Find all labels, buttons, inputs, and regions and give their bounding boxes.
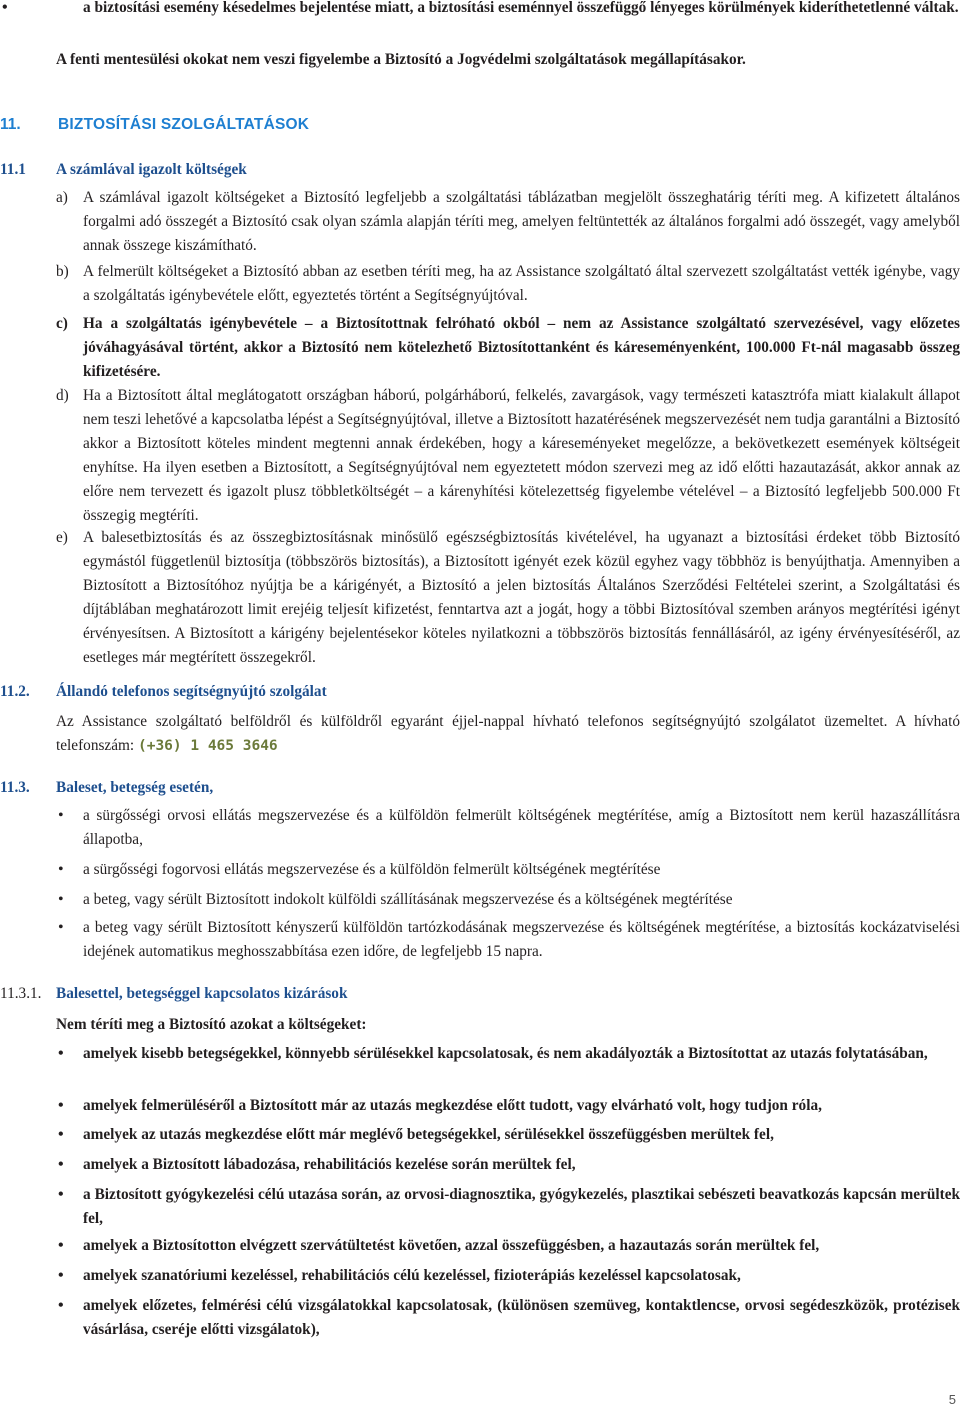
bullet-dot: • xyxy=(58,807,64,824)
intro-text: Nem téríti meg a Biztosító azokat a költségeket: xyxy=(56,1016,367,1033)
bullet-dot: • xyxy=(58,1237,64,1254)
subsection-number: 11.3. xyxy=(0,779,30,796)
bullet-dot: • xyxy=(58,1097,64,1114)
item-text: A balesetbiztosítás és az összegbiztosításnak minősülő egészségbiztosítás kivételével, ha ugyanazt a biztosítási érdeket több Biztosító egymástól függetlenül biztosítja (többszörös biztosítás), a Biztosított igényét ezek közül egyhez vagy többhöz is benyújthatja. Amennyiben a Biztosított a Biztosítóhoz nyújtja be a kárigényét, a Biztosító a jelen biztosítás Általános Szerződési Feltételei szerint, a Szolgáltatási és díjtáblában meghatározott limit erejéig teljesít kifizetést, fenntartva azt a jogát, hogy a többi Biztosítóval szemben arányos megtérítési igényt érvényesítsen. A Biztosított a kárigény bejelentésekor köteles nyilatkozni a többszörös biztosítás fennállásáról, az igény érvényesítéséről, az esetleges már megtérített összegekről. xyxy=(83,529,960,666)
subsection-title: Állandó telefonos segítségnyújtó szolgálat xyxy=(56,683,327,700)
subsection-title: A számlával igazolt költségek xyxy=(56,161,247,178)
item-text: Ha a szolgáltatás igénybevétele – a Biztosítottnak felróható okból – nem az Assistance szolgáltató szervezésével, vagy előzetes jóváhagyásával történt, akkor a Biztosító nem kötelezhető Biztosítottanként és káreseményenként, 100.000 Ft-nál magasabb összeg kifizetésére. xyxy=(83,315,960,380)
paragraph: Az Assistance szolgáltató belföldről és külföldről egyaránt éjjel-nappal hívható telefonos segítségnyújtó szolgálatot üzemeltet. A hívható telefonszám: (+36) 1 465 3646 xyxy=(56,713,960,754)
item-marker: e) xyxy=(56,529,68,546)
phone-number: (+36) 1 465 3646 xyxy=(137,738,278,754)
item-text: Ha a Biztosított által meglátogatott országban háború, polgárháború, felkelés, zavargások, vagy természeti katasztrófa miatt kialakult állapot nem teszi lehetővé a kapcsolatba lépést a Segítségnyújtóval, illetve a Biztosított hazatérésének megszervezését nem tudja garantálni a Biztosító akkor a Biztosított köteles mindent megtenni annak érdekében, hogy a káreseményeket megelőzze, a bekövetkezett események költségeit enyhítse. Ha ilyen esetben a Biztosított, a Segítségnyújtóval nem egyeztetett módon szervezi meg az idő előtti hazautazását, akkor annak az előre nem tervezett és igazolt plusz többletköltségét – a kárenyhítési kötelezettség figyelembe vételével – a Biztosító legfeljebb 500.000 Ft összegig megtéríti. xyxy=(83,387,960,524)
bullet-dot: • xyxy=(58,861,64,878)
item-marker: c) xyxy=(56,315,68,332)
bullet-dot: • xyxy=(58,891,64,908)
item-text: A felmerült költségeket a Biztosító abban az esetben téríti meg, ha az Assistance szolgáltató által szervezett szolgáltatást vették igénybe, vagy a szolgáltatás igénybevétele előtt, egyeztetés történt a Segítségnyújtóval. xyxy=(83,263,960,304)
subsection-number: 11.2. xyxy=(0,683,30,700)
item-marker: a) xyxy=(56,189,68,206)
top-bullet-text: a biztosítási esemény késedelmes bejelentése miatt, a biztosítási eseménnyel összefüggő lényeges körülmények kideríthetetlenné váltak. xyxy=(83,0,959,16)
item-marker: d) xyxy=(56,387,69,404)
top-note: A fenti mentesülési okokat nem veszi figyelembe a Biztosító a Jogvédelmi szolgáltatások megállapításakor. xyxy=(56,51,746,68)
bullet-dot: • xyxy=(58,1126,64,1143)
item-marker: b) xyxy=(56,263,69,280)
subsection-title: Baleset, betegség esetén, xyxy=(56,779,214,796)
subsection-number: 11.3.1. xyxy=(0,985,42,1002)
bullet-dot: • xyxy=(58,1045,64,1062)
bullet-dot: • xyxy=(58,1267,64,1284)
subsection-number: 11.1 xyxy=(0,161,26,178)
bullet-dot: • xyxy=(58,1186,64,1203)
bullet-dot: • xyxy=(2,0,8,16)
bullet-dot: • xyxy=(58,1156,64,1173)
bullet-dot: • xyxy=(58,1297,64,1314)
page-number: 5 xyxy=(948,1392,956,1407)
document-page: • a biztosítási esemény késedelmes bejelentése miatt, a biztosítási eseménnyel összefüggő lényeges körülmények kideríthetetlenné váltak. A fenti mentesülési okokat nem veszi figyelembe a Biztosító a Jogvédelmi szolgáltatások megállapításakor. 11. BIZTOSÍTÁSI SZOLGÁLTATÁSOK 11.1 A számlával igazolt költségek a) A számlával igazolt költségeket a Biztosító legfeljebb a szolgáltatási táblázatban megjelölt összeghatárig téríti meg. A kifizetett általános forgalmi adó összegét a Biztosító csak olyan számla alapján téríti meg, amelyen feltüntették az általános forgalmi adó összegét, vagy amelyből annak összege kiszámítható. b) A felmerült költségeket a Biztosító abban az esetben téríti meg, ha az Assistance szolgáltató által szervezett szolgáltatást vették igénybe, vagy a szolgáltatás igénybevétele előtt, egyeztetés történt a Segítségnyújtóval. c) Ha a szolgáltatás igénybevétele – a Biztosítottnak felróható okból – nem az Assistance szolgáltató szervezésével, vagy előzetes jóváhagyásával történt, akkor a Biztosító nem kötelezhető Biztosítottanként és káreseményenként, 100.000 Ft-nál magasabb összeg kifizetésére. d) Ha a Biztosított által meglátogatott országban háború, polgárháború, felkelés, zavargások, vagy természeti katasztrófa miatt kialakult állapot nem teszi lehetővé a kapcsolatba lépést a Segítségnyújtóval, illetve a Biztosított hazatérésének megszervezését nem tudja garantálni a Biztosító akkor a Biztosított köteles mindent megtenni annak érdekében, hogy a káreseményeket megelőzze, a bekövetkezett események költségeit enyhítse. Ha ilyen esetben a Biztosított, a Segítségnyújtóval nem egyeztetett módon szervezi meg az idő előtti hazautazását, akkor annak az előre nem tervezett és igazolt plusz többletköltségét – a kárenyhítési kötelezettség figyelembe vételével – a Biztosító legfeljebb 500.000 Ft összegig megtéríti. e) A balesetbiztosítás és az összegbiztosításnak minősülő egészségbiztosítás kivételével, ha ugyanazt a biztosítási érdeket több Biztosító egymástól függetlenül biztosítja (többszörös biztosítás), a Biztosított igényét ezek közül egyhez vagy többhöz is benyújthatja. Amennyiben a Biztosított a Biztosítóhoz nyújtja be a kárigényét, a Biztosító a jelen biztosítás Általános Szerződési Feltételei szerint, a Szolgáltatási és díjtáblában meghatározott limit erejéig teljesít kifizetést, fenntartva azt a jogát, hogy a többi Biztosítóval szemben arányos megtérítési igényt érvényesítsen. A Biztosított a kárigény bejelentésekor köteles nyilatkozni a többszörös biztosítás fennállásáról, az igény érvényesítéséről, az esetleges már megtérített összegekről. 11.2. Állandó telefonos segítségnyújtó szolgálat Az Assistance szolgáltató belföldről és külföldről egyaránt éjjel-nappal hívható telefonos segítségnyújtó szolgálatot üzemeltet. A hívható telefonszám: (+36) 1 465 3646 11.3. Baleset, betegség esetén, • a sürgősségi orvosi ellátás megszervezése és a külföldön felmerült költségének megtérítése, amíg a Biztosított nem kerül hazaszállításra állapotba, • a sürgősségi fogorvosi ellátás megszervezése és a külföldön felmerült költségének megtérítése • a beteg, vagy sérült Biztosított indokolt külföldi szállításának megszervezése és a költségének megtérítése • a beteg vagy sérült Biztosított kényszerű külföldön tartózkodásának megszervezése és költségének megtérítése, a biztosítás kockázatviselési idejének automatikus meghosszabbítása ezen időre, de legfeljebb 15 napra. 11.3.1. Balesettel, betegséggel kapcsolatos kizárások Nem téríti meg a Biztosító azokat a költségeket: • amelyek kisebb betegségekkel, könnyebb sérülésekkel kapcsolatosak, és nem akadályozták a Biztosítottat az utazás folytatásában, • amelyek felmerüléséről a Biztosított már az utazás megkezdése előtt tudott, vagy elvárható volt, hogy tudjon róla, • amelyek az utazás megkezdése előtt már meglévő betegségekkel, sérülésekkel összefüggésben merültek fel, • amelyek a Biztosított lábadozása, rehabilitációs kezelése során merültek fel, • a Biztosított gyógykezelési célú utazása során, az orvosi-diagnosztika, gyógykezelés, plasztikai sebészeti beavatkozás kapcsán merültek fel, • amelyek a Biztosítotton elvégzett szervátültetést követően, azzal összefüggésben, a hazautazás során merültek fel, • amelyek szanatóriumi kezeléssel, rehabilitációs célú kezeléssel, fizioterápiás kezeléssel kapcsolatosak, • amelyek előzetes, felmérési célú vizsgálatokkal kapcsolatosak, (különösen szemüveg, kontaktlencse, orvosi segédeszközök, protézisek vásárlása, cseréje előtti vizsgálatok), 5 xyxy=(0,0,960,1409)
item-text: A számlával igazolt költségeket a Biztosító legfeljebb a szolgáltatási táblázatban megjelölt összeghatárig téríti meg. A kifizetett általános forgalmi adó összegét a Biztosító csak olyan számla alapján téríti meg, amelyen feltüntették az általános forgalmi adó összegét, vagy amelyből annak összege kiszámítható. xyxy=(83,189,960,254)
bullet-dot: • xyxy=(58,919,64,936)
subsection-title: Balesettel, betegséggel kapcsolatos kizárások xyxy=(56,985,348,1002)
